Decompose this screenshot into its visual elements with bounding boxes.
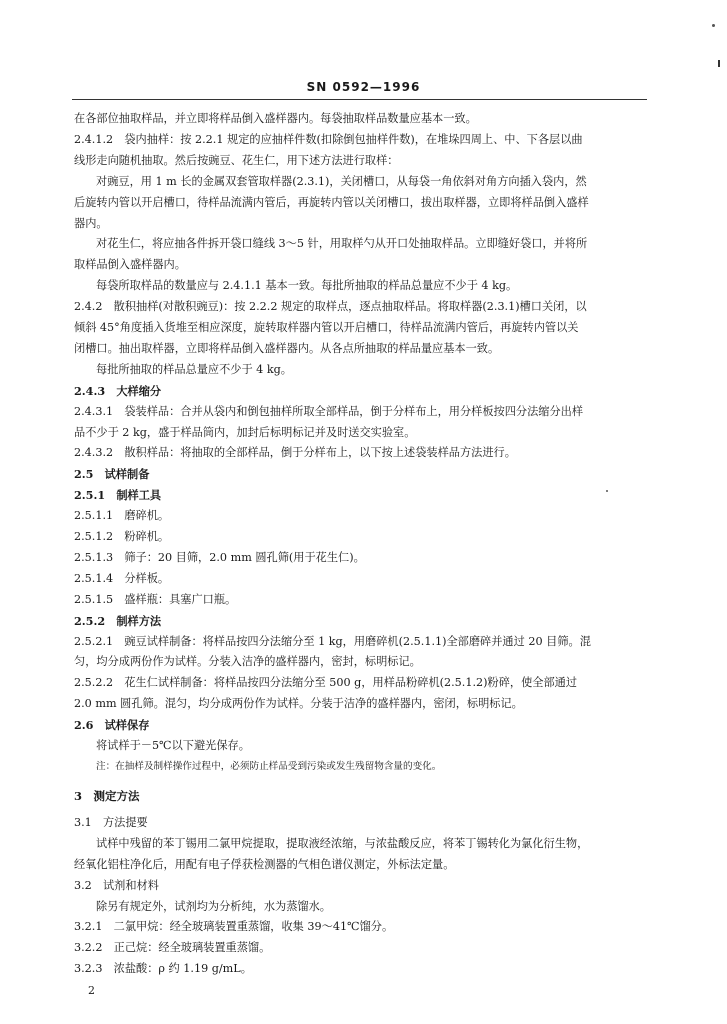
text-line: 对花生仁，将应抽各件拆开袋口缝线 3～5 针，用取样勺从开口处抽取样品。立即缝好袋口，并将所: [96, 237, 588, 251]
text-line: 闭槽口。抽出取样器，立即将样品倒入盛样器内。从各点所抽取的样品量应基本一致。: [74, 341, 500, 355]
text-line: 2.5.2.2 花生仁试样制备：将样品按四分法缩分至 500 g，用样品粉碎机(2.5.1.2)粉碎，使全部通过: [74, 676, 578, 690]
text-line: 2.4.3.1 袋装样品：合并从袋内和倒包抽样所取全部样品，倒于分样布上，用分样板按四分法缩分出样: [74, 404, 584, 418]
page-number: 2: [88, 984, 95, 998]
text-line: 2.5.1.5 盛样瓶：具塞广口瓶。: [74, 592, 237, 606]
text-line: 3.2.3 浓盐酸：ρ 约 1.19 g/mL。: [74, 962, 252, 976]
text-line: 2.4.2 散积抽样(对散积豌豆)：按 2.2.2 规定的取样点，逐点抽取样品。将取样器(2.3.1)槽口关闭，以: [74, 300, 587, 314]
text-line: 2.5.1.4 分样板。: [74, 571, 170, 585]
text-line: 2.5.1.1 磨碎机。: [74, 509, 170, 523]
text-line: 后旋转内管以开启槽口，待样品流满内管后，再旋转内管以关闭槽口，拔出取样器，立即将样品倒入盛样: [74, 195, 589, 209]
text-line: 3.2.1 二氯甲烷：经全玻璃装置重蒸馏，收集 39～41℃馏分。: [74, 920, 394, 934]
section-heading: 2.5.1 制样工具: [74, 488, 162, 503]
section-heading: 2.6 试样保存: [74, 718, 150, 733]
section-heading: 2.4.3 大样缩分: [74, 383, 162, 398]
text-line: 每批所抽取的样品总量应不少于 4 kg。: [96, 362, 292, 376]
text-line: 取样品倒入盛样器内。: [74, 258, 186, 272]
text-line: 2.4.3.2 散积样品：将抽取的全部样品，倒于分样布上，以下按上述袋装样品方法进行。: [74, 446, 516, 460]
standard-number-header: SN 0592—1996: [306, 80, 421, 94]
text-line: 3.2 试剂和材料: [74, 878, 159, 892]
text-line: 2.0 mm 圆孔筛。混匀，均分成两份作为试样。分装于洁净的盛样器内，密闭，标明标记。: [74, 697, 523, 711]
text-line: 2.5.1.3 筛子：20 目筛，2.0 mm 圆孔筛(用于花生仁)。: [74, 550, 365, 564]
chapter-heading: 3 测定方法: [74, 788, 140, 803]
text-line: 对豌豆，用 1 m 长的金属双套管取样器(2.3.1)，关闭槽口，从每袋一角依斜对角方向插入袋内，然: [96, 174, 587, 188]
text-line: 匀，均分成两份作为试样。分装入洁净的盛样器内，密封，标明标记。: [74, 655, 421, 669]
text-line: 倾斜 45°角度插入货堆至相应深度，旋转取样器内管以开启槽口，待样品流满内管后，再旋转内管以关: [74, 321, 579, 334]
text-line: 3.1 方法提要: [74, 815, 148, 829]
text-line: 在各部位抽取样品，并立即将样品倒入盛样器内。每袋抽取样品数量应基本一致。: [74, 112, 477, 125]
section-heading: 2.5.2 制样方法: [74, 613, 162, 628]
note-line: 注：在抽样及制样操作过程中，必须防止样品受到污染或发生残留物含量的变化。: [96, 760, 442, 772]
text-line: 将试样于－5℃以下避光保存。: [96, 739, 250, 752]
scan-speck: [606, 490, 608, 492]
text-line: 3.2.2 正己烷：经全玻璃装置重蒸馏。: [74, 941, 271, 955]
text-line: 每袋所取样品的数量应与 2.4.1.1 基本一致。每批所抽取的样品总量应不少于 4 kg。: [96, 279, 518, 293]
scan-edge-mark: [718, 60, 720, 67]
text-line: 经氧化铝柱净化后，用配有电子俘获检测器的气相色谱仪测定，外标法定量。: [74, 857, 455, 871]
text-line: 2.5.2.1 豌豆试样制备：将样品按四分法缩分至 1 kg，用磨碎机(2.5.1.1)全部磨碎并通过 20 目筛。混: [74, 634, 591, 648]
text-line: 2.4.1.2 袋内抽样：按 2.2.1 规定的应抽样件数(扣除倒包抽样件数)，在堆垛四周上、中、下各层以曲: [74, 132, 583, 146]
header-rule: [72, 99, 647, 100]
section-heading: 2.5 试样制备: [74, 467, 150, 482]
scan-speck: [712, 24, 715, 27]
text-line: 线形走向随机抽取。然后按豌豆、花生仁，用下述方法进行取样：: [74, 153, 399, 167]
text-line: 试样中残留的苯丁锡用二氯甲烷提取，提取液经浓缩，与浓盐酸反应，将苯丁锡转化为氯化衍生物，: [96, 836, 589, 850]
text-line: 2.5.1.2 粉碎机。: [74, 530, 170, 543]
text-line: 品不少于 2 kg，盛于样品筒内，加封后标明标记并及时送交实验室。: [74, 425, 416, 439]
text-line: 除另有规定外，试剂均为分析纯，水为蒸馏水。: [96, 899, 331, 913]
text-line: 器内。: [74, 216, 108, 230]
